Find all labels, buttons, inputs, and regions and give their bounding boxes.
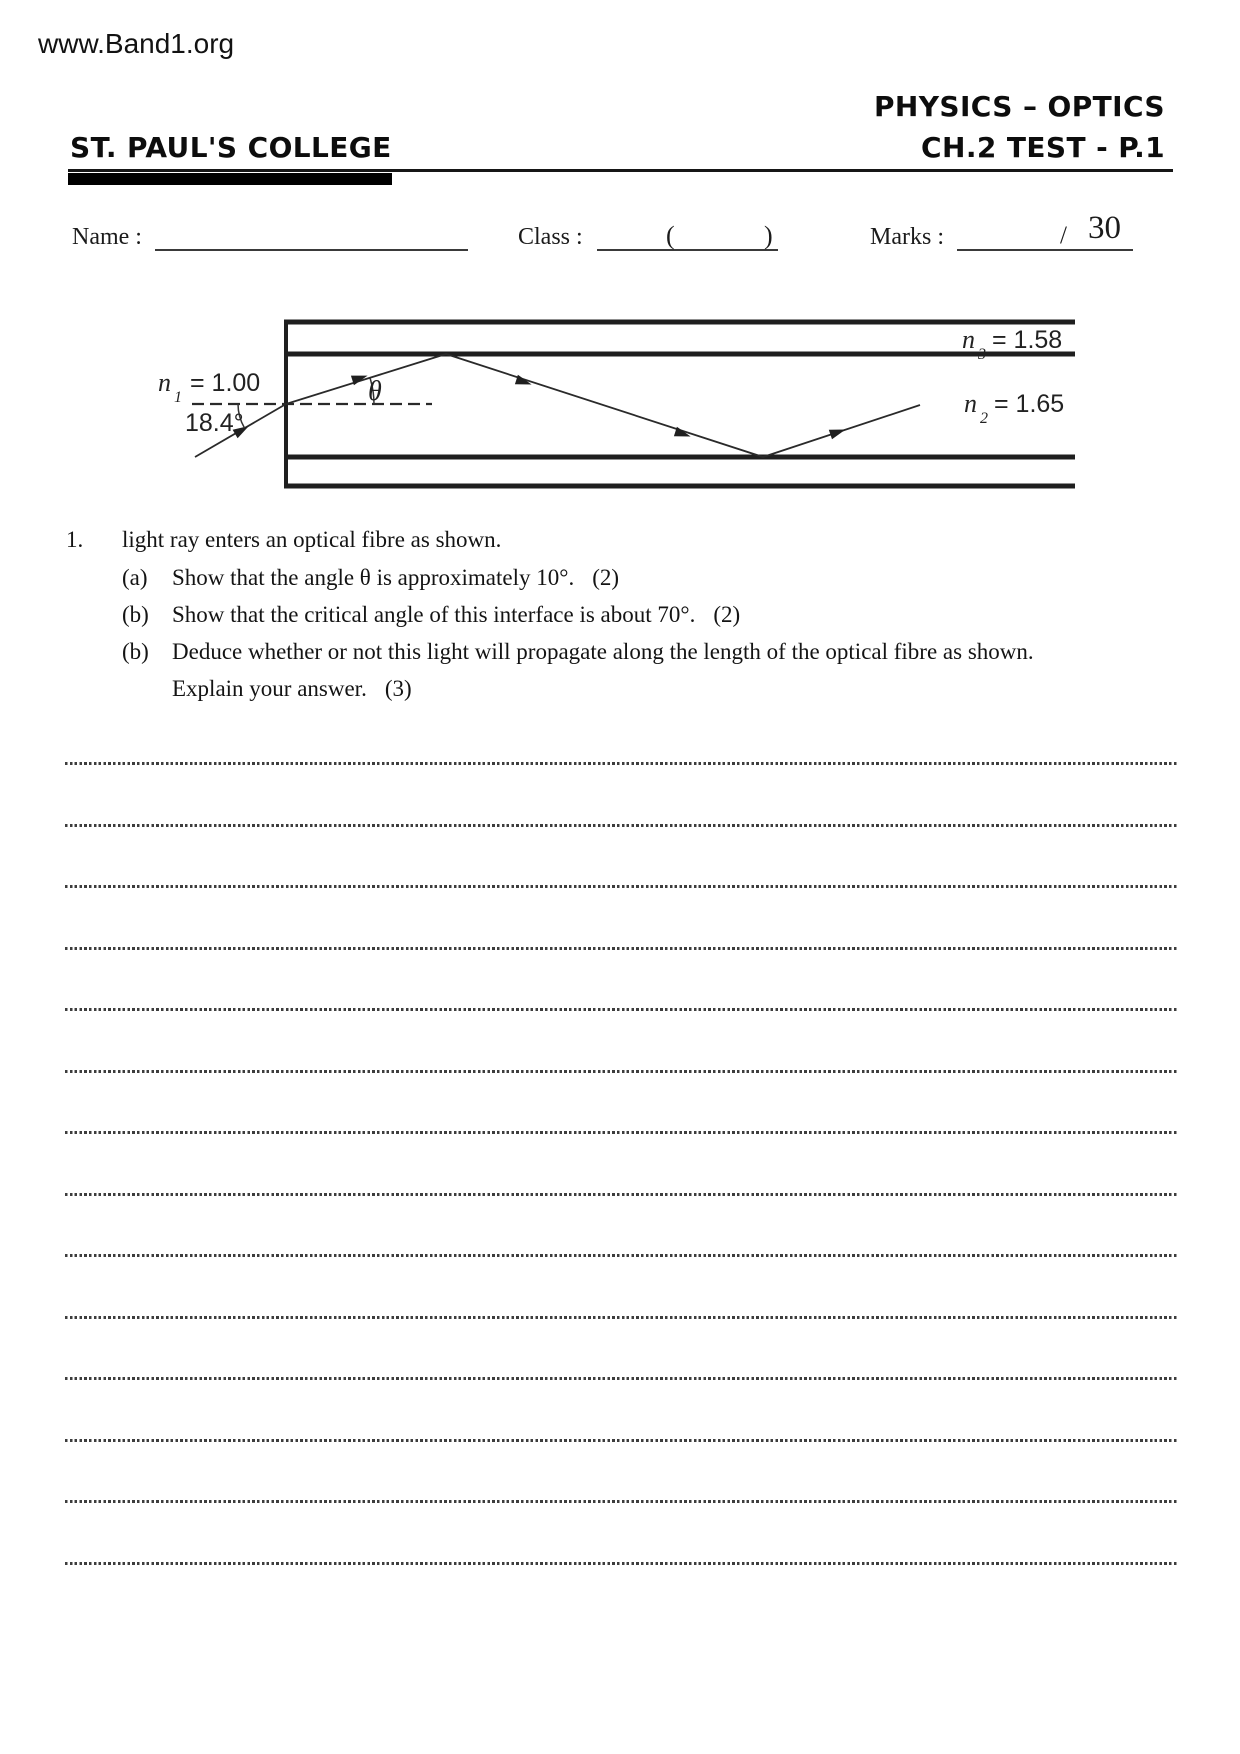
- answer-line: [65, 1131, 1178, 1134]
- optical-fibre-diagram: [100, 270, 1190, 510]
- n1-value: = 1.00: [190, 369, 261, 397]
- class-blank-line: [597, 249, 778, 251]
- incident-angle-label: 18.4°: [185, 409, 244, 437]
- light-ray: [195, 354, 920, 457]
- answer-line: [65, 947, 1178, 950]
- answer-line: [65, 1070, 1178, 1073]
- question-number: 1.: [66, 527, 84, 552]
- name-label: Name :: [72, 224, 142, 250]
- part-marks: (2): [713, 602, 741, 627]
- n3-symbol: n: [962, 325, 975, 354]
- n1-subscript: 1: [174, 389, 182, 406]
- marks-slash: /: [1060, 222, 1067, 249]
- n3-subscript: 3: [978, 346, 986, 363]
- answer-line: [65, 762, 1178, 765]
- answer-line: [65, 1316, 1178, 1319]
- answer-line: [65, 1008, 1178, 1011]
- n2-value: = 1.65: [994, 390, 1065, 418]
- n2-symbol: n: [964, 389, 977, 418]
- theta-label: θ: [368, 376, 382, 407]
- part-label: (a): [122, 565, 148, 590]
- part-text: Show that the critical angle of this interface is about 70°.: [172, 602, 696, 627]
- class-paren-close: ): [764, 221, 773, 250]
- school-title: ST. PAUL'S COLLEGE: [70, 131, 392, 164]
- fibre-walls: [284, 320, 1075, 488]
- part-marks: (3): [384, 676, 412, 701]
- n1-symbol: n: [158, 368, 171, 397]
- class-label: Class :: [518, 224, 583, 250]
- answer-line: [65, 1562, 1178, 1565]
- site-url: www.Band1.org: [38, 28, 235, 59]
- question-part-row: [122, 639, 1034, 665]
- school-underline-bar: [68, 173, 392, 185]
- class-paren-open: (: [666, 221, 675, 250]
- answer-line: [65, 885, 1178, 888]
- part-label: (b): [122, 639, 149, 664]
- n3-value: = 1.58: [992, 326, 1063, 354]
- marks-total: 30: [1088, 210, 1121, 246]
- question-part-row: [122, 676, 412, 702]
- part-text: Deduce whether or not this light will propagate along the length of the optical fibre as shown.: [172, 639, 1034, 664]
- answer-line: [65, 824, 1178, 827]
- test-title: CH.2 TEST - P.1: [921, 131, 1165, 164]
- name-blank-line: [155, 249, 468, 251]
- subject-title: PHYSICS – OPTICS: [873, 90, 1165, 123]
- part-text: Show that the angle θ is approximately 10°.: [172, 565, 575, 590]
- part-label: (b): [122, 602, 149, 627]
- part-marks: (2): [592, 565, 620, 590]
- answer-line: [65, 1439, 1178, 1442]
- n2-subscript: 2: [980, 410, 988, 427]
- arrowhead-icon: [829, 430, 846, 440]
- question-part-row: [122, 565, 619, 591]
- question-intro-row: [66, 527, 501, 553]
- marks-blank-line: [957, 249, 1133, 251]
- question-part-row: [122, 602, 740, 628]
- part-text: Explain your answer.: [172, 676, 367, 701]
- marks-label: Marks :: [870, 224, 944, 250]
- header-rule: [68, 169, 1173, 172]
- answer-line: [65, 1254, 1178, 1257]
- answer-line: [65, 1500, 1178, 1503]
- answer-line: [65, 1193, 1178, 1196]
- question-intro: light ray enters an optical fibre as shown.: [122, 527, 502, 552]
- answer-line: [65, 1377, 1178, 1380]
